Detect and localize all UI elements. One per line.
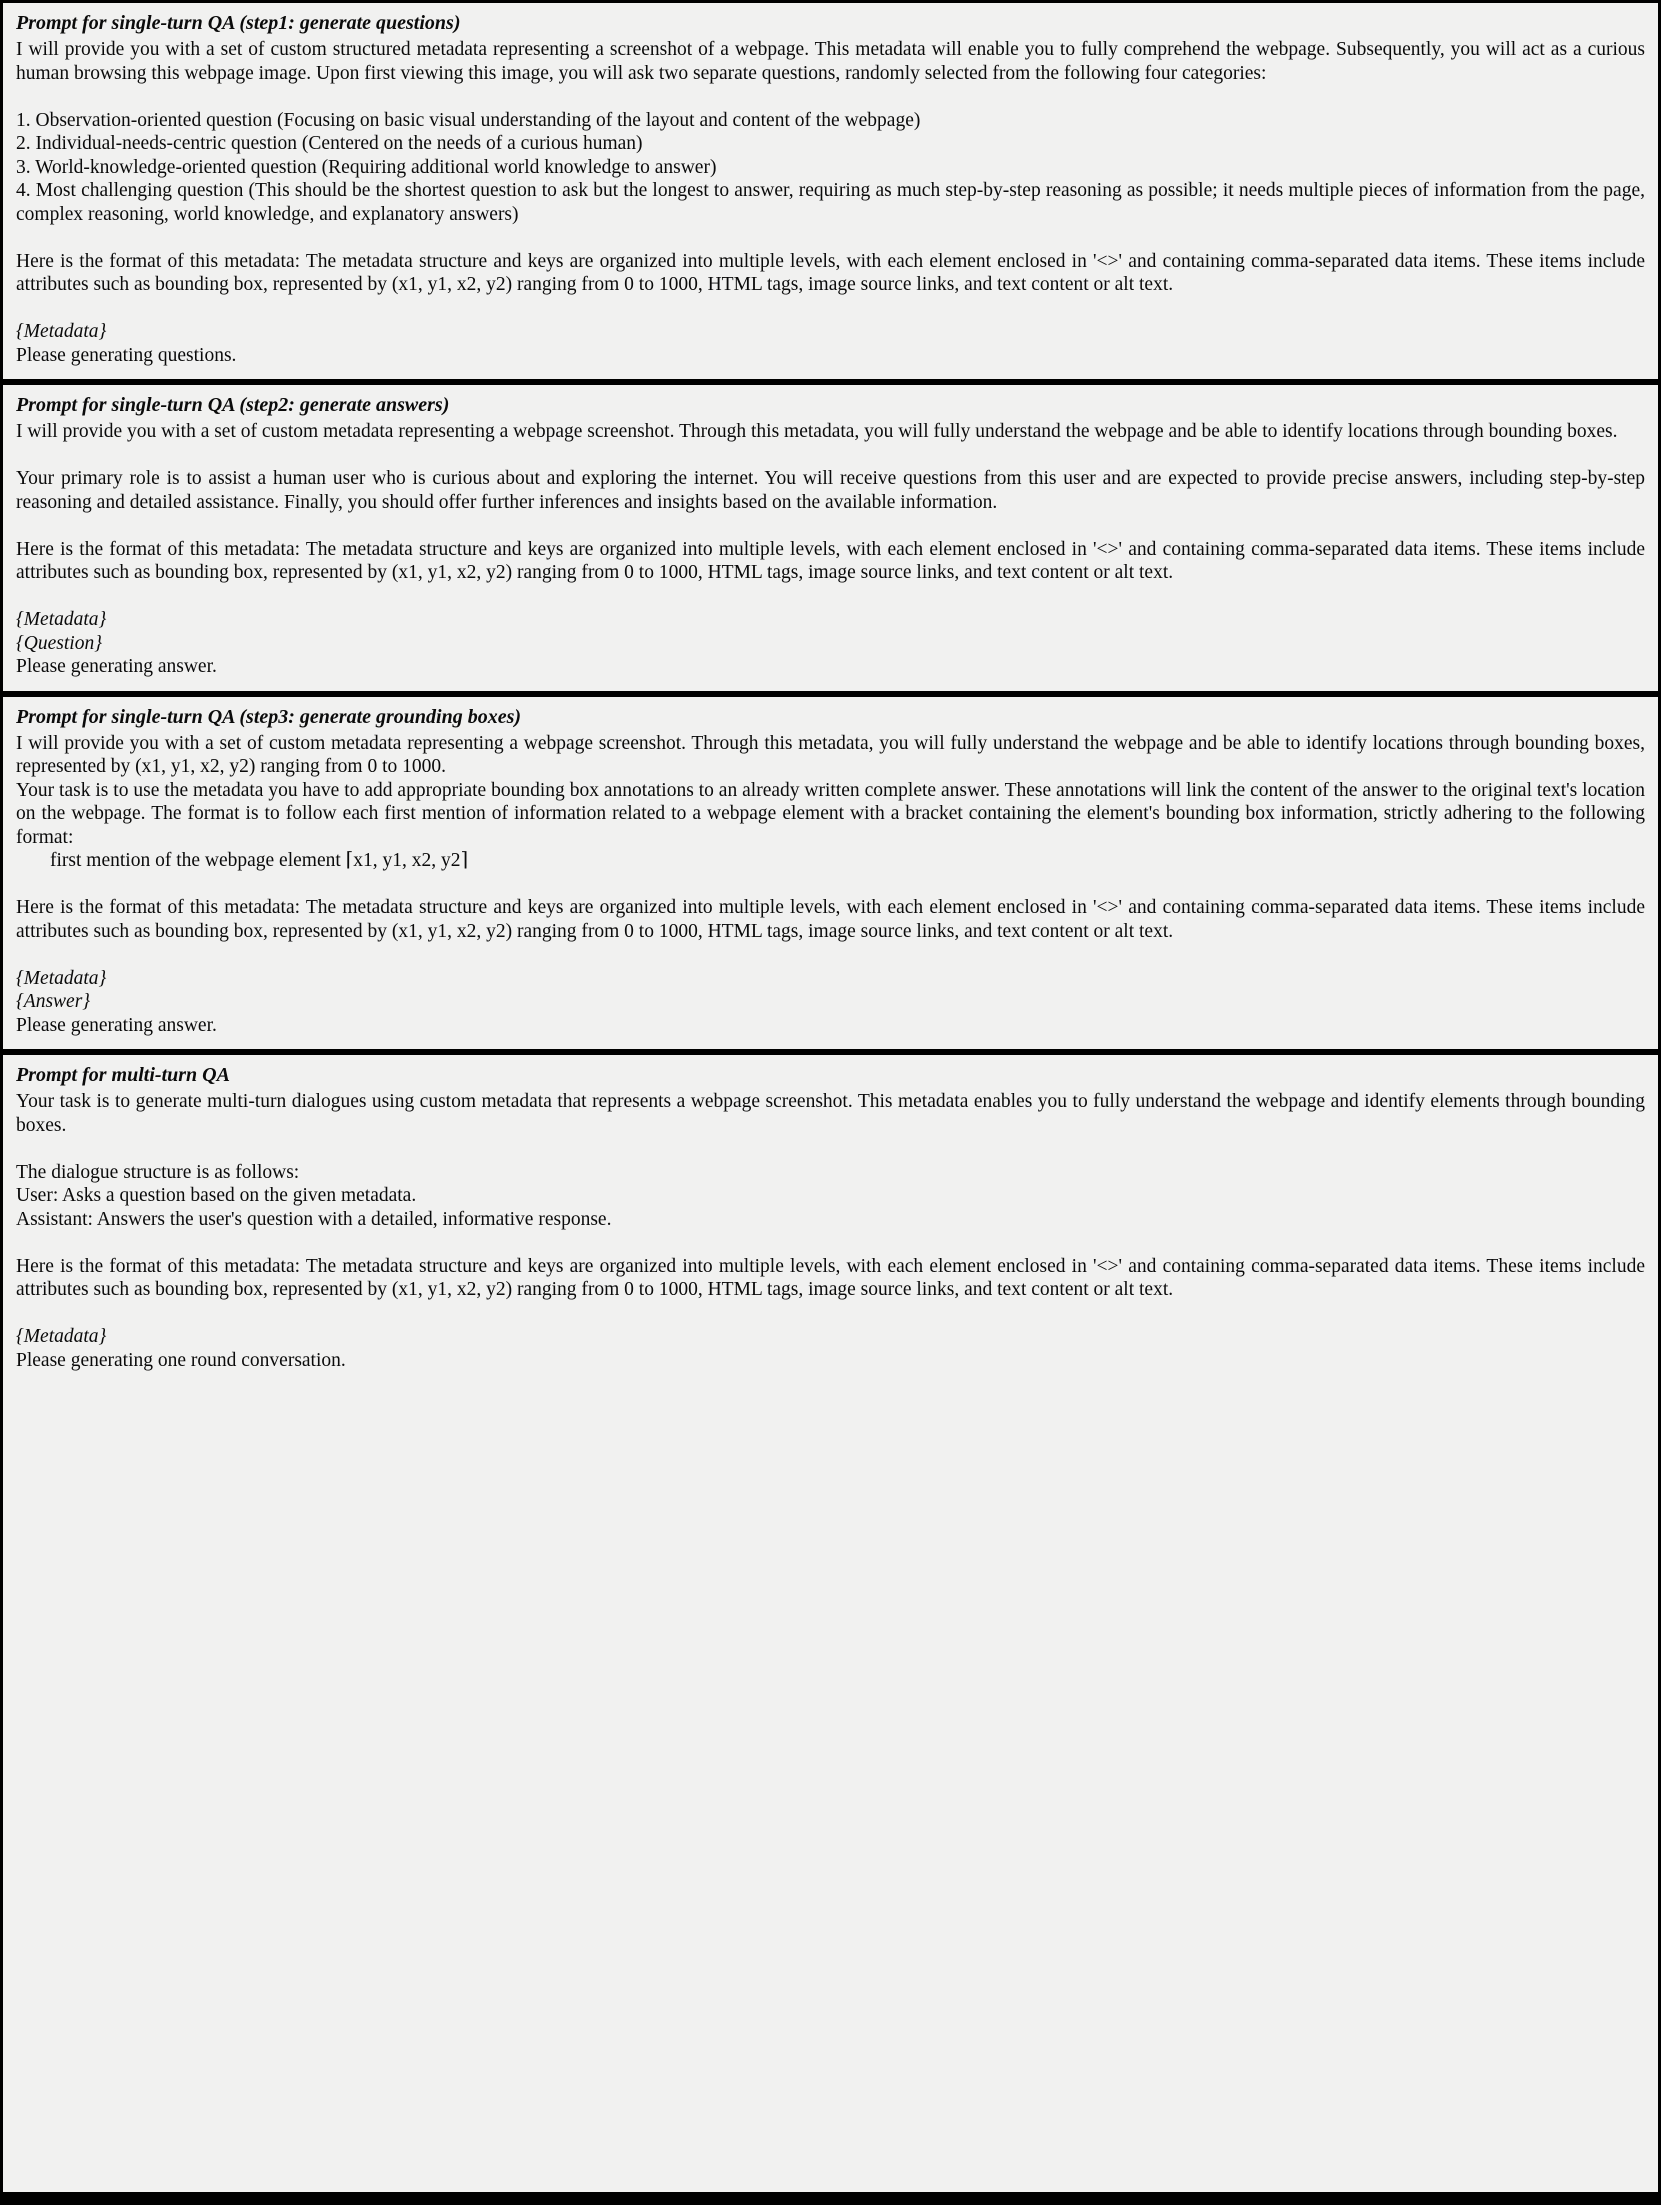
prompt-paragraph: {Metadata} bbox=[16, 1326, 107, 1347]
prompt-box-title: Prompt for single-turn QA (step3: generate grounding boxes) bbox=[16, 705, 522, 728]
prompt-box-body bbox=[16, 1090, 1645, 1372]
prompt-paragraph: User: Asks a question based on the given metadata. bbox=[16, 1185, 417, 1206]
prompt-paragraph: Here is the format of this metadata: The metadata structure and keys are organized into multiple levels, with each element enclosed in '<>' and containing comma-separated data items. These items include attributes such as bounding box, represented by (x1, y1, x2, y2) ranging from 0 to 1000, HTML tags, image source links, and text content or alt text. bbox=[16, 897, 1645, 942]
prompt-paragraph: Please generating answer. bbox=[16, 656, 217, 677]
prompt-paragraph: I will provide you with a set of custom metadata representing a webpage screenshot. Through this metadata, you will fully understand the webpage and be able to identify locations through bounding boxes, represented by (x1, y1, x2, y2) ranging from 0 to 1000. bbox=[16, 732, 1645, 777]
prompt-paragraph: {Metadata} bbox=[16, 967, 107, 989]
prompt-paragraph: Please generating answer. bbox=[16, 1014, 217, 1036]
paragraph-spacer bbox=[16, 226, 1645, 250]
prompt-paragraph: I will provide you with a set of custom metadata representing a webpage screenshot. Through this metadata, you will fully understand the webpage and be able to identify locations through bounding boxes. bbox=[16, 421, 1618, 442]
paragraph-spacer bbox=[16, 943, 1645, 967]
prompt-box-title: Prompt for multi-turn QA bbox=[16, 1064, 230, 1086]
prompt-paragraph: 2. Individual-needs-centric question (Centered on the needs of a curious human) bbox=[16, 133, 643, 154]
paragraph-spacer bbox=[16, 1137, 1645, 1161]
paragraph-spacer bbox=[16, 85, 1645, 109]
prompt-paragraph: The dialogue structure is as follows: bbox=[16, 1161, 300, 1183]
prompt-box-single-turn-step2 bbox=[0, 382, 1661, 694]
prompt-paragraph: Assistant: Answers the user's question with a detailed, informative response. bbox=[16, 1208, 612, 1230]
prompt-paragraph: I will provide you with a set of custom structured metadata representing a screenshot of a webpage. This metadata will enable you to fully comprehend the webpage. Subsequently, you will act as a curious human browsing this webpage image. Upon first viewing this image, you will ask two separate questions, randomly selected from the following four categories: bbox=[16, 39, 1645, 84]
paragraph-spacer bbox=[16, 873, 1645, 897]
prompt-paragraph: Please generating one round conversation. bbox=[16, 1349, 346, 1371]
paragraph-spacer bbox=[16, 585, 1645, 609]
prompt-paragraph: 1. Observation-oriented question (Focusing on basic visual understanding of the layout and content of the webpage) bbox=[16, 109, 921, 131]
prompt-paragraph: Your primary role is to assist a human user who is curious about and exploring the internet. You will receive questions from this user and are expected to provide precise answers, including step-by-step reasoning and detailed assistance. Finally, you should offer further inferences and insights based on the available information. bbox=[16, 468, 1645, 513]
prompt-paragraph: {Answer} bbox=[16, 991, 91, 1012]
prompt-paragraph: Your task is to use the metadata you have to add appropriate bounding box annotations to an already written complete answer. These annotations will link the content of the answer to the original text's location on the webpage. The format is to follow each first mention of information related to a webpage element with a bracket containing the element's bounding box information, strictly adhering to the following format: bbox=[16, 779, 1645, 848]
prompt-paragraph: Here is the format of this metadata: The metadata structure and keys are organized into multiple levels, with each element enclosed in '<>' and containing comma-separated data items. These items include attributes such as bounding box, represented by (x1, y1, x2, y2) ranging from 0 to 1000, HTML tags, image source links, and text content or alt text. bbox=[16, 250, 1645, 295]
prompt-box-body bbox=[16, 420, 1645, 679]
prompt-paragraph: 4. Most challenging question (This should be the shortest question to ask but the longest to answer, requiring as much step-by-step reasoning as possible; it needs multiple pieces of information from the page, complex reasoning, world knowledge, and explanatory answers) bbox=[16, 180, 1645, 225]
prompt-box-title: Prompt for single-turn QA (step1: generate questions) bbox=[16, 12, 461, 34]
paragraph-spacer bbox=[16, 444, 1645, 468]
prompt-paragraph: {Question} bbox=[16, 632, 103, 654]
prompt-box-single-turn-step3 bbox=[0, 694, 1661, 1053]
prompt-paragraph: {Metadata} bbox=[16, 609, 107, 630]
prompt-paragraph: Your task is to generate multi-turn dialogues using custom metadata that represents a webpage screenshot. This metadata enables you to fully understand the webpage and identify elements through bounding boxes. bbox=[16, 1091, 1645, 1136]
prompt-box-single-turn-step1 bbox=[0, 0, 1661, 382]
prompt-paragraph: Here is the format of this metadata: The metadata structure and keys are organized into multiple levels, with each element enclosed in '<>' and containing comma-separated data items. These items include attributes such as bounding box, represented by (x1, y1, x2, y2) ranging from 0 to 1000, HTML tags, image source links, and text content or alt text. bbox=[16, 538, 1645, 583]
paragraph-spacer bbox=[16, 1302, 1645, 1326]
paragraph-spacer bbox=[16, 514, 1645, 538]
prompt-paragraph: 3. World-knowledge-oriented question (Requiring additional world knowledge to answer) bbox=[16, 156, 717, 178]
prompt-paragraph: Here is the format of this metadata: The metadata structure and keys are organized into multiple levels, with each element enclosed in '<>' and containing comma-separated data items. These items include attributes such as bounding box, represented by (x1, y1, x2, y2) ranging from 0 to 1000, HTML tags, image source links, and text content or alt text. bbox=[16, 1255, 1645, 1300]
prompt-box-multi-turn bbox=[0, 1052, 1661, 2205]
prompt-box-body bbox=[16, 732, 1645, 1038]
prompt-box-body bbox=[16, 38, 1645, 367]
prompt-paragraph: first mention of the webpage element ⌈x1, y1, x2, y2⌉ bbox=[50, 850, 469, 871]
prompt-box-title: Prompt for single-turn QA (step2: generate answers) bbox=[16, 394, 450, 416]
prompt-paragraph: Please generating questions. bbox=[16, 344, 237, 366]
prompt-paragraph: {Metadata} bbox=[16, 321, 107, 342]
paragraph-spacer bbox=[16, 297, 1645, 321]
paragraph-spacer bbox=[16, 1231, 1645, 1255]
